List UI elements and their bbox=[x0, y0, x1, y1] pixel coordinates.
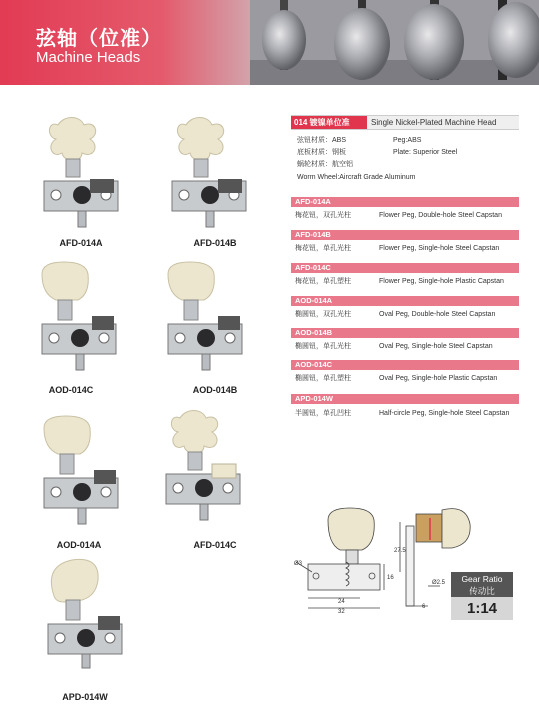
product-image-aod-014b bbox=[162, 258, 248, 374]
product-label: AOD-014C bbox=[48, 385, 94, 395]
spec-title-bar bbox=[291, 115, 519, 130]
model-desc-en: Flower Peg, Single-hole Plastic Capstan bbox=[379, 278, 504, 285]
gear-ratio-label-en: Gear Ratio bbox=[451, 572, 513, 585]
section-title-en: Machine Heads bbox=[36, 49, 141, 66]
gear-ratio-box bbox=[451, 572, 513, 620]
product-label: AOD-014A bbox=[56, 540, 102, 550]
model-desc-cn: 椭圆钮，双孔光柱 bbox=[295, 311, 351, 318]
dimension-label: Ø2.5 bbox=[432, 580, 446, 586]
product-image-afd-014a bbox=[38, 115, 124, 231]
model-code: AFD-014A bbox=[291, 197, 519, 207]
gear-ratio-label-cn: 传动比 bbox=[451, 585, 513, 597]
spec-worm-en: Worm Wheel:Aircraft Grade Aluminum bbox=[297, 174, 416, 181]
model-code: AOD-014A bbox=[291, 296, 519, 306]
product-image-apd-014w bbox=[42, 556, 128, 676]
model-code: APD-014W bbox=[291, 394, 519, 404]
section-title-cn: 弦轴（位准） bbox=[36, 28, 162, 50]
model-desc-cn: 椭圆钮，单孔塑柱 bbox=[295, 375, 351, 382]
model-desc-cn: 半圆钮，单孔凹柱 bbox=[295, 410, 351, 417]
header-banner bbox=[0, 0, 539, 85]
model-code: AFD-014C bbox=[291, 263, 519, 273]
model-code: AFD-014B bbox=[291, 230, 519, 240]
product-image-aod-014c bbox=[36, 258, 122, 374]
product-image-afd-014b bbox=[166, 115, 252, 231]
product-image-afd-014c bbox=[160, 408, 246, 524]
model-desc-cn: 梅花钮，双孔光柱 bbox=[295, 212, 351, 219]
header-photo bbox=[250, 0, 539, 85]
model-desc-cn: 梅花钮，单孔光柱 bbox=[295, 245, 351, 252]
spec-button-en: Peg:ABS bbox=[393, 137, 422, 144]
series-tag: 014 镀镍单位准 bbox=[291, 116, 367, 129]
product-label: APD-014W bbox=[62, 692, 108, 702]
dimension-label: 27.5 bbox=[394, 548, 406, 554]
spec-plate-cn: 底板材质：钢板 bbox=[297, 149, 346, 156]
dimension-label: 16 bbox=[387, 575, 394, 581]
model-code: AOD-014B bbox=[291, 328, 519, 338]
model-desc-en: Half-circle Peg, Single-hole Steel Capstan bbox=[379, 410, 510, 417]
product-label: AFD-014B bbox=[193, 238, 237, 248]
spec-button-cn: 弦钮材质：ABS bbox=[297, 137, 347, 144]
product-label: AFD-014C bbox=[193, 540, 237, 550]
model-desc-cn: 椭圆钮，单孔光柱 bbox=[295, 343, 351, 350]
model-desc-en: Oval Peg, Double-hole Steel Capstan bbox=[379, 311, 496, 318]
product-image-aod-014a bbox=[38, 412, 124, 528]
dimension-label: 6 bbox=[422, 604, 426, 610]
model-desc-en: Oval Peg, Single-hole Plastic Capstan bbox=[379, 375, 498, 382]
model-desc-en: Flower Peg, Double-hole Steel Capstan bbox=[379, 212, 502, 219]
spec-gear-cn: 蜗轮材质：航空铝 bbox=[297, 161, 353, 168]
model-code: AOD-014C bbox=[291, 360, 519, 370]
model-desc-en: Oval Peg, Single-hole Steel Capstan bbox=[379, 343, 493, 350]
series-title: Single Nickel-Plated Machine Head bbox=[371, 118, 497, 127]
product-label: AFD-014A bbox=[59, 238, 103, 248]
dimension-label: 32 bbox=[338, 609, 345, 615]
model-desc-en: Flower Peg, Single-hole Steel Capstan bbox=[379, 245, 500, 252]
model-desc-cn: 梅花钮，单孔塑柱 bbox=[295, 278, 351, 285]
dimension-label: Ø3 bbox=[294, 561, 303, 567]
spec-plate-en: Plate: Superior Steel bbox=[393, 149, 458, 156]
dimension-label: 24 bbox=[338, 599, 345, 605]
gear-ratio-value: 1:14 bbox=[466, 600, 498, 617]
product-label: AOD-014B bbox=[192, 385, 238, 395]
